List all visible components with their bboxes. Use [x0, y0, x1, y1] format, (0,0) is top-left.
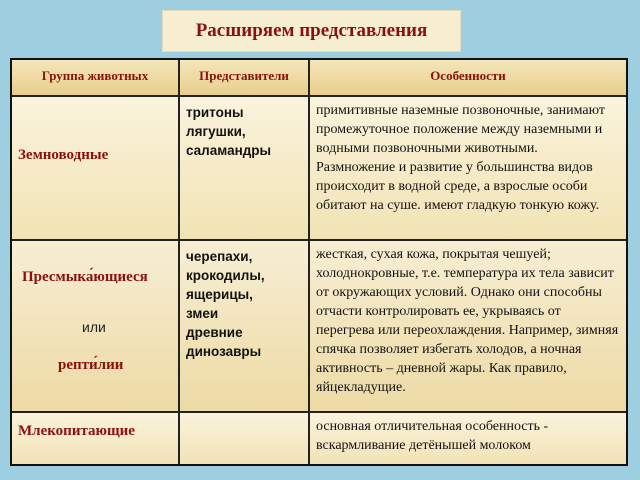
- slide-title: Расширяем представления: [195, 20, 428, 41]
- group-name: Пресмыка́ющиеся: [22, 269, 148, 285]
- representative: крокодилы,: [186, 268, 265, 283]
- representative: ящерицы,: [186, 287, 253, 302]
- representative: змеи: [186, 306, 219, 321]
- row-amphibians-representatives: [180, 97, 310, 241]
- group-name: Млекопитающие: [18, 423, 135, 439]
- slide-title-box: [163, 11, 460, 51]
- representative: древние: [186, 325, 243, 340]
- representatives-list: [180, 241, 308, 361]
- row-mammals-representatives: [180, 413, 310, 464]
- features-text: жесткая, сухая кожа, покрытая чешуей; холоднокровные, т.е. температура их тела зависит от окружающих условий. Однако они способны отчасти контролировать ее, укрываясь от перегрева или переохлаждения. Например, зимняя спячка позволяет избегать холодов, а ночная активность – дневной жары. Как правило, яйцекладущие.: [316, 247, 619, 395]
- row-mammals-features: [310, 413, 626, 464]
- row-amphibians-features: [310, 97, 626, 241]
- row-reptiles-group: [12, 241, 180, 413]
- group-alt-name: репти́лии: [58, 357, 124, 373]
- row-reptiles-features: [310, 241, 626, 413]
- representative: лягушки,: [186, 124, 246, 139]
- animals-table: [10, 58, 628, 466]
- header-representatives: Представители: [180, 60, 310, 97]
- representatives-list: [180, 97, 308, 160]
- row-reptiles-representatives: [180, 241, 310, 413]
- representative: тритоны: [186, 105, 244, 120]
- group-name: Земноводные: [18, 147, 109, 163]
- group-or: или: [82, 319, 106, 335]
- row-mammals-group: [12, 413, 180, 464]
- representative: черепахи,: [186, 249, 253, 264]
- representative: динозавры: [186, 344, 262, 359]
- features-text: основная отличительная особенность - вскармливание детёнышей молоком: [316, 419, 549, 453]
- header-features: Особенности: [310, 60, 626, 97]
- row-amphibians-group: [12, 97, 180, 241]
- header-group: Группа животных: [12, 60, 180, 97]
- features-text: примитивные наземные позвоночные, занимают промежуточное положение между наземными и водными позвоночными животными. Размножение и развитие у большинства видов происходит в водной среде, а взрослые особи обитают на суше. имеют гладкую тонкую кожу.: [316, 103, 606, 213]
- representative: саламандры: [186, 143, 272, 158]
